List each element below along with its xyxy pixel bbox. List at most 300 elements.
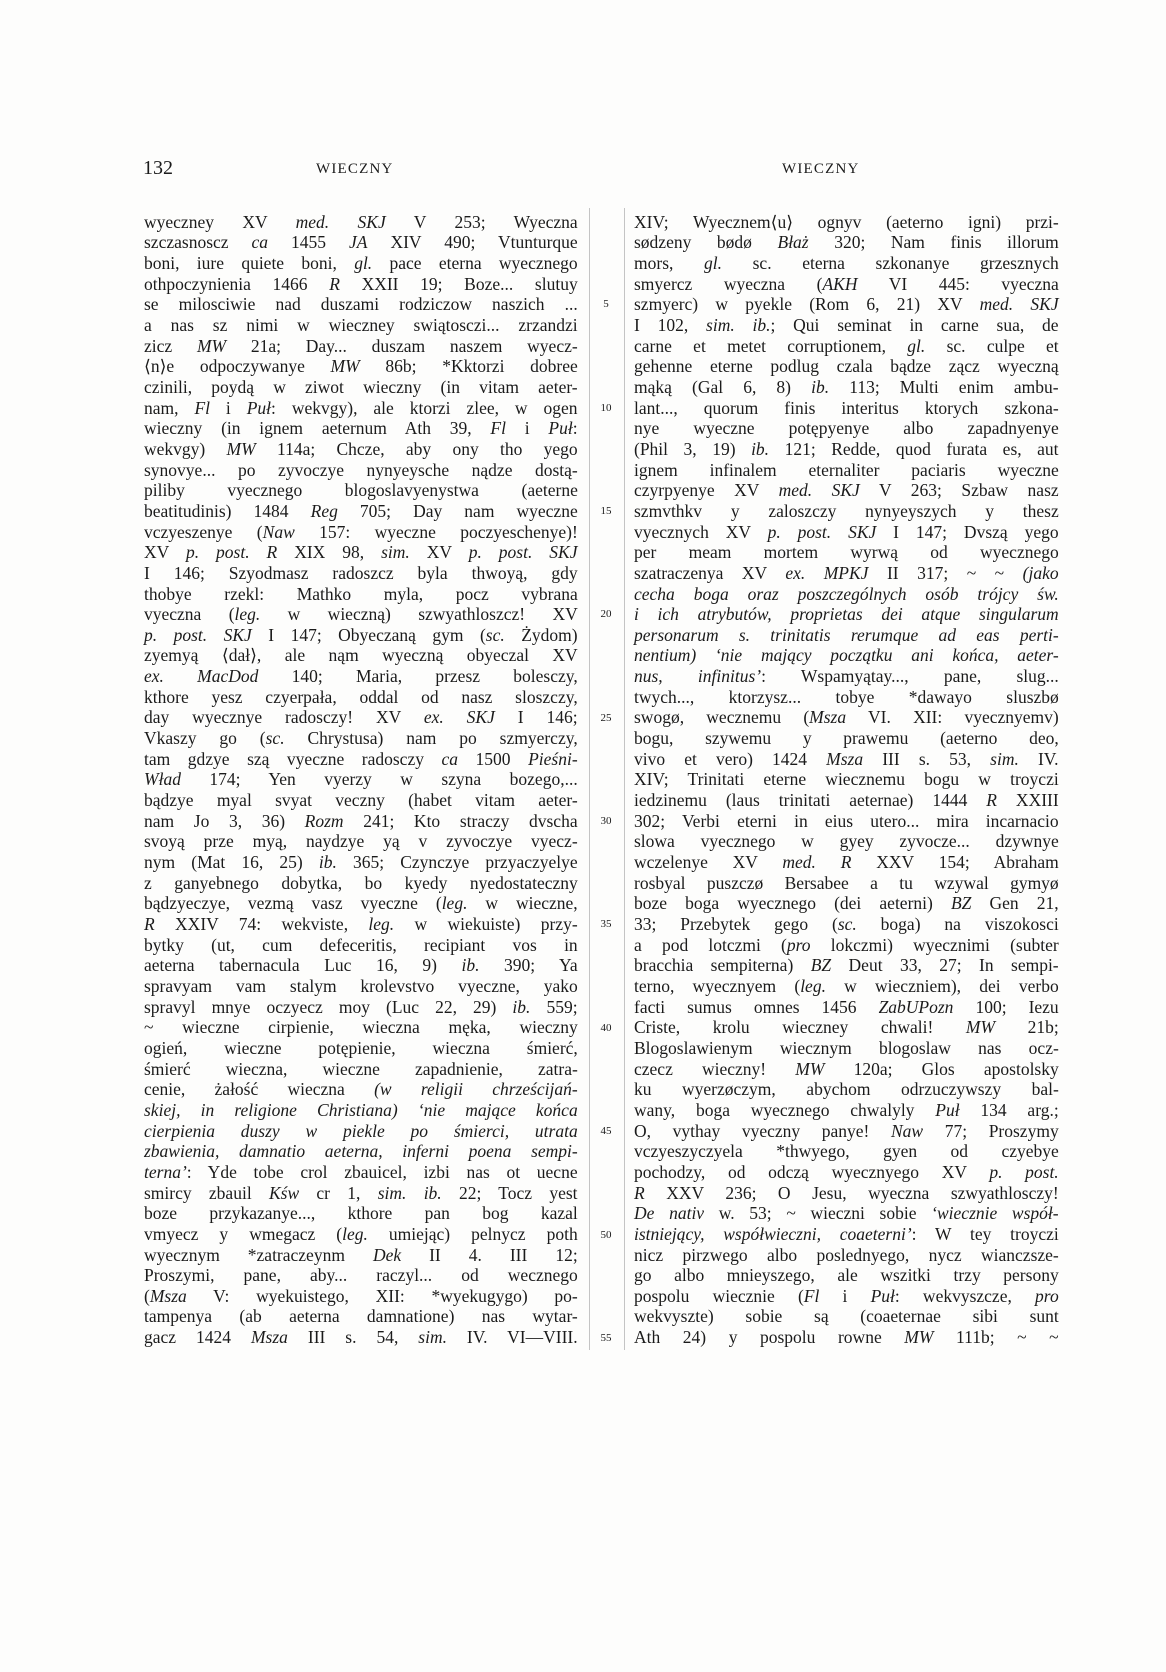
italic-segment: R — [634, 1182, 645, 1203]
text-segment: III s. 54, — [287, 1327, 419, 1348]
text-segment: carne et metet corruptionem, — [634, 335, 908, 356]
text-segment: 174; Yen vyerzy w szyna bozego,... — [180, 769, 578, 790]
italic-segment: Kśw — [268, 1182, 300, 1203]
text-line — [634, 811, 1059, 832]
text-segment: lant..., quorum finis interitus ktorych szkona- — [634, 397, 1059, 418]
line-text — [634, 645, 1059, 666]
text-segment: vczyeszyczyela *thwyego, gyen od czyebye — [634, 1141, 1059, 1162]
text-line — [634, 356, 1059, 377]
italic-segment: med. SKJ — [295, 211, 386, 232]
line-text — [144, 604, 578, 625]
text-line — [634, 480, 1059, 501]
text-line — [144, 418, 578, 439]
text-segment: pospolu wiecznie ( — [634, 1285, 804, 1306]
text-line — [144, 1286, 578, 1307]
text-segment: vyecznych XV — [634, 521, 768, 542]
line-text — [144, 356, 578, 377]
text-segment: beatitudinis) 1484 — [144, 500, 311, 521]
text-segment: aeterna tabernacula Luc 16, 9) — [144, 955, 462, 976]
italic-segment: Fl — [803, 1285, 820, 1306]
line-text — [634, 398, 1059, 419]
text-line — [144, 1203, 578, 1224]
text-segment: rosbyal puszczø Bersabee a tu wzywal gymyø — [634, 872, 1059, 893]
line-text — [634, 707, 1059, 728]
text-segment: wczelenye XV — [634, 852, 783, 873]
italic-segment: Naw — [891, 1120, 924, 1141]
text-segment: piliby vyecznego blogoslavyenystwa (aeterne — [144, 480, 578, 501]
line-text — [144, 1017, 578, 1038]
italic-segment: sc. — [837, 914, 857, 934]
text-segment: ( — [144, 1285, 150, 1306]
text-segment: othpoczynienia 1466 — [144, 273, 330, 294]
line-text — [144, 294, 578, 315]
italic-segment: sim. — [381, 542, 410, 563]
line-text — [144, 935, 578, 956]
text-line — [634, 831, 1059, 852]
text-line — [144, 336, 578, 357]
text-line — [634, 955, 1059, 976]
line-text — [634, 212, 1059, 233]
text-line — [144, 976, 578, 997]
line-text — [634, 563, 1059, 584]
text-segment: a pod lotczmi ( — [634, 934, 787, 955]
text-line — [634, 315, 1059, 336]
italic-segment: sc. — [265, 728, 285, 749]
text-segment: XIV; Trinitati eterne wiecznemu bogu w troyczi — [634, 769, 1059, 790]
text-segment: w. 53; ~ wieczni sobie — [704, 1203, 932, 1224]
line-text — [144, 1100, 578, 1121]
italic-segment: gl. — [907, 335, 926, 356]
text-line — [144, 294, 578, 315]
text-segment: smircy zbauil — [144, 1182, 269, 1203]
text-segment: XXV 154; Abraham — [851, 852, 1059, 873]
text-line — [144, 666, 578, 687]
text-segment: 113; Multi enim ambu- — [829, 376, 1059, 397]
italic-segment: Puł — [246, 397, 272, 418]
italic-segment: Msza — [809, 707, 847, 728]
italic-segment: p. post. SKJ — [767, 521, 877, 542]
text-segment: thobye rzekl: Mathko myla, pocz vybrana — [144, 583, 578, 604]
text-line — [144, 1100, 578, 1121]
text-segment: 134 arg.; — [959, 1099, 1059, 1120]
text-line — [634, 336, 1059, 357]
italic-segment: Naw — [262, 521, 295, 542]
line-text — [634, 1286, 1059, 1307]
text-line — [144, 1327, 578, 1348]
text-segment: I 147; Obyeczaną gym ( — [251, 624, 486, 645]
line-text — [634, 976, 1059, 997]
text-segment: se milosciwie nad duszami rodziczow naszich ... — [144, 294, 578, 315]
text-line — [634, 1059, 1059, 1080]
text-segment: boga) na viszokosci — [856, 914, 1059, 934]
line-text — [634, 274, 1059, 295]
text-segment: XIX 98, — [277, 542, 382, 563]
text-line — [634, 294, 1059, 315]
text-segment: w wieczne, — [467, 893, 578, 914]
italic-segment: ex. MPKJ — [785, 562, 869, 583]
text-segment: bracchia sempiterna) — [634, 955, 811, 976]
line-text — [144, 645, 578, 666]
text-segment: XXIV 74: wekviste, — [154, 914, 369, 934]
text-segment: bądzye myal svyat veczny (habet vitam aeter- — [144, 790, 578, 811]
line-text — [634, 893, 1059, 914]
text-segment: ignem infinalem eternaliter paciaris wyeczne — [634, 459, 1059, 480]
italic-segment: p. post. — [989, 1161, 1059, 1182]
text-segment: 100; Iezu — [953, 996, 1059, 1017]
text-segment: Vkaszy go ( — [144, 728, 266, 749]
text-line — [634, 522, 1059, 543]
text-segment: ogień, wieczne potępienie, wieczna śmierć, — [144, 1037, 578, 1058]
text-segment: bogu, szywemu y prawemu (aeterno deo, — [634, 728, 1059, 749]
line-text — [634, 1224, 1059, 1245]
text-line — [634, 976, 1059, 997]
text-line — [144, 232, 578, 253]
line-text — [634, 584, 1059, 605]
line-text — [144, 914, 578, 935]
italic-segment: Msza — [149, 1285, 187, 1306]
text-line — [634, 893, 1059, 914]
line-text — [144, 1224, 578, 1245]
text-line — [144, 212, 578, 233]
line-text — [634, 831, 1059, 852]
italic-segment: gl. — [704, 253, 722, 273]
text-segment: XXII 19; Boze... slutuy — [339, 273, 578, 294]
text-line — [144, 1265, 578, 1286]
line-text — [144, 480, 578, 501]
italic-segment: istniejący, współwieczni, coaeterni’ — [634, 1223, 912, 1244]
line-text — [634, 604, 1059, 625]
italic-segment: Reg — [310, 500, 338, 521]
line-text — [144, 439, 578, 460]
line-text — [144, 501, 578, 522]
line-text — [634, 625, 1059, 646]
italic-segment: AKH — [822, 273, 858, 294]
text-line — [144, 707, 578, 728]
text-line — [144, 1121, 578, 1142]
text-line — [144, 1079, 578, 1100]
text-segment: a nas sz nimi w wieczney swiątosczi... zrzandzi — [144, 314, 578, 335]
text-segment: 86b; *Kktorzi dobree — [359, 356, 578, 377]
text-segment: XIV; Wyecznem⟨u⟩ ognyv (aeterno igni) przi- — [634, 211, 1059, 232]
page-number: 132 — [143, 157, 173, 179]
text-segment: nye wyeczne potępyenye albo zapadnyenye — [634, 418, 1059, 439]
line-text — [634, 501, 1059, 522]
line-text — [634, 1183, 1059, 1204]
italic-segment: sim. — [418, 1327, 447, 1348]
text-segment: Żydom) — [504, 624, 578, 645]
line-text — [634, 811, 1059, 832]
line-text — [634, 336, 1059, 357]
line-text — [634, 1327, 1059, 1348]
text-segment: gacz 1424 — [144, 1327, 251, 1348]
line-text — [144, 418, 578, 439]
text-line — [634, 1224, 1059, 1245]
text-line — [634, 398, 1059, 419]
line-text — [144, 831, 578, 852]
line-text — [634, 728, 1059, 749]
text-segment: 21a; Day... duszam naszem wyecz- — [226, 335, 578, 356]
text-line — [634, 1038, 1059, 1059]
text-line — [144, 501, 578, 522]
line-text — [634, 377, 1059, 398]
italic-segment: Wład — [144, 769, 181, 790]
text-segment: tam gdzye szą vyeczne radosczy — [144, 748, 442, 769]
line-text — [144, 790, 578, 811]
left-text-column — [144, 212, 578, 1348]
line-text — [634, 1017, 1059, 1038]
line-text — [634, 356, 1059, 377]
text-segment: : — [572, 418, 578, 439]
italic-segment: pro — [786, 934, 811, 955]
italic-segment: leg. — [800, 975, 826, 996]
text-line — [634, 1121, 1059, 1142]
text-line — [144, 274, 578, 295]
text-line — [634, 1183, 1059, 1204]
line-text — [634, 542, 1059, 563]
line-text — [634, 1306, 1059, 1327]
text-segment: bądzyeczye, vezmą vasz vyeczne ( — [144, 893, 442, 914]
text-line — [144, 563, 578, 584]
line-number: 45 — [600, 1125, 612, 1138]
line-text — [634, 294, 1059, 315]
italic-segment: JA — [349, 232, 368, 253]
text-segment: pochodzy, od odczą wyecznyego XV — [634, 1161, 990, 1182]
line-number-gutter — [592, 212, 620, 1352]
text-segment: cr 1, — [299, 1182, 378, 1203]
line-text — [144, 1183, 578, 1204]
text-segment: boze boga wyecznego (dei aeterni) — [634, 893, 951, 914]
text-segment: szmvthkv y zaloszczy nynyeyszych y thesz — [634, 500, 1059, 521]
text-line — [144, 584, 578, 605]
line-text — [634, 480, 1059, 501]
line-text — [144, 707, 578, 728]
text-segment: 140; Maria, przesz bolesczy, — [258, 666, 578, 687]
text-segment: sc. culpe et — [925, 335, 1059, 356]
text-segment: boze przykazanye..., kthore pan bog kazal — [144, 1203, 578, 1224]
text-segment: 121; Redde, quod furata es, aut — [769, 438, 1059, 459]
text-segment: IV. VI—VIII. — [446, 1327, 578, 1348]
italic-segment: (jako — [1022, 562, 1059, 583]
text-segment: lokczmi) wyecznimi (subter — [810, 934, 1059, 955]
italic-segment: Puł — [548, 418, 573, 439]
line-text — [634, 1100, 1059, 1121]
text-segment: gehenne eterne podlug czala bądze zącz wyeczną — [634, 356, 1059, 377]
line-text — [144, 666, 578, 687]
text-line — [144, 645, 578, 666]
text-line — [634, 1100, 1059, 1121]
italic-segment: i ich atrybutów, proprietas dei atque singularum — [634, 604, 1059, 625]
text-segment: wekvgy) — [144, 438, 227, 459]
running-headword-left: WIECZNY — [316, 161, 394, 177]
italic-segment: BZ — [810, 955, 832, 976]
text-line — [634, 460, 1059, 481]
text-line — [634, 1306, 1059, 1327]
text-line — [634, 1079, 1059, 1100]
line-text — [634, 769, 1059, 790]
text-segment: per meam mortem wyrwą od wyecznego — [634, 542, 1059, 563]
italic-segment: skiej, in religione Christiana) ‘nie mające końca — [144, 1099, 578, 1120]
text-segment: wieczny (in ignem aeternum Ath 39, — [144, 418, 491, 439]
text-segment: wyeczney XV — [144, 211, 296, 232]
text-line — [634, 1245, 1059, 1266]
text-segment: XXV 236; O Jesu, wyeczna szwyathlosczy! — [644, 1182, 1059, 1203]
text-line — [144, 1245, 578, 1266]
italic-segment: Dek — [372, 1244, 402, 1265]
line-text — [144, 398, 578, 419]
italic-segment: pro — [1035, 1285, 1059, 1306]
text-segment: 302; Verbi eterni in eius utero... mira incarnacio — [634, 810, 1059, 831]
line-text — [144, 1245, 578, 1266]
line-number: 10 — [600, 401, 612, 414]
line-text — [144, 1306, 578, 1327]
text-line — [144, 1038, 578, 1059]
text-line — [144, 604, 578, 625]
line-text — [144, 460, 578, 481]
text-line — [144, 625, 578, 646]
text-line — [634, 232, 1059, 253]
text-segment: Ath 24) y pospolu rowne — [634, 1327, 905, 1348]
text-line — [634, 439, 1059, 460]
italic-segment: cecha boga oraz poszczególnych osób trójcy św. — [634, 583, 1059, 604]
text-line — [144, 893, 578, 914]
line-text — [634, 1245, 1059, 1266]
text-line — [144, 811, 578, 832]
text-segment: XIV 490; Vtunturque — [367, 232, 578, 253]
text-line — [634, 1203, 1059, 1224]
italic-segment: leg. — [441, 893, 468, 914]
text-segment: nicz pirzwego albo poslednyego, nycz wianczsze- — [634, 1244, 1059, 1265]
line-text — [144, 232, 578, 253]
line-text — [144, 274, 578, 295]
text-line — [634, 1017, 1059, 1038]
italic-segment: BZ — [950, 893, 972, 914]
text-segment: szatraczenya XV — [634, 562, 786, 583]
text-line — [634, 914, 1059, 935]
italic-segment: De nativ — [634, 1203, 705, 1224]
text-segment: (Phil 3, 19) — [634, 438, 752, 459]
text-line — [144, 997, 578, 1018]
text-line — [634, 418, 1059, 439]
line-text — [144, 584, 578, 605]
text-line — [144, 1059, 578, 1080]
text-segment: szmyerc) w pyekle (Rom 6, 21) XV — [634, 294, 980, 315]
italic-segment: ZabUPozn — [878, 996, 954, 1017]
text-line — [634, 563, 1059, 584]
text-segment: Gen 21, — [971, 893, 1059, 914]
text-segment: III s. 53, — [863, 748, 991, 769]
text-segment: vczyeszenye ( — [144, 521, 263, 542]
text-segment: 111b; ~ ~ — [933, 1327, 1059, 1348]
italic-segment: MW — [795, 1058, 825, 1079]
line-number: 5 — [603, 298, 609, 311]
text-segment: mąką (Gal 6, 8) — [634, 376, 812, 397]
text-segment: XV — [409, 542, 469, 563]
text-segment: wany, boga wyecznego chwalyly — [634, 1099, 936, 1120]
line-text — [634, 418, 1059, 439]
line-text — [634, 873, 1059, 894]
text-segment: : W tey troyczi — [911, 1223, 1059, 1244]
text-segment: 320; Nam finis illorum — [808, 232, 1059, 253]
text-segment: synovye... po zyvoczye nynyeysche nądze dostą- — [144, 459, 578, 480]
text-segment: w wieczniem), dei verbo — [825, 975, 1059, 996]
italic-segment: gl. — [354, 253, 373, 273]
italic-segment: personarum s. trinitatis rerumque ad eas perti- — [634, 624, 1059, 645]
text-segment: wyecznym *zatraczeynm — [144, 1244, 373, 1265]
text-line — [634, 1286, 1059, 1307]
text-line — [634, 687, 1059, 708]
line-text — [634, 666, 1059, 687]
text-segment: I 102, — [634, 314, 707, 335]
text-line — [144, 955, 578, 976]
text-segment: szczasnoscz — [144, 232, 252, 253]
line-text — [144, 873, 578, 894]
line-text — [634, 1121, 1059, 1142]
text-segment: 114a; Chcze, aby ony tho yego — [255, 438, 578, 459]
text-segment: zicz — [144, 335, 197, 356]
line-text — [144, 377, 578, 398]
line-text — [634, 1038, 1059, 1059]
italic-segment: MW — [196, 335, 227, 356]
text-segment: V: wyekuistego, XII: *wyekugygo) po- — [186, 1285, 578, 1306]
text-line — [144, 831, 578, 852]
text-segment: z ganyebnego dobytka, bo kyedy nyedostateczny — [144, 872, 578, 893]
text-line — [144, 1162, 578, 1183]
text-segment: twych..., ktorzysz... tobye *dawayo sluszbø — [634, 686, 1059, 707]
text-segment: sødzeny bødø — [634, 232, 778, 253]
line-text — [634, 522, 1059, 543]
text-segment: slowa vyecznego w gyey zyvocze... dzywnye — [634, 831, 1059, 852]
line-text — [144, 563, 578, 584]
text-line — [634, 645, 1059, 666]
text-segment: I 146; — [494, 707, 578, 728]
line-text — [144, 955, 578, 976]
text-line — [634, 790, 1059, 811]
italic-segment: MW — [904, 1327, 934, 1348]
line-text — [634, 439, 1059, 460]
italic-segment: MW — [965, 1017, 996, 1038]
text-line — [144, 728, 578, 749]
text-segment: vmyecz y wmegacz ( — [144, 1223, 343, 1244]
italic-segment: ib. — [811, 376, 830, 397]
line-text — [634, 1141, 1059, 1162]
text-line — [634, 749, 1059, 770]
line-text — [144, 852, 578, 873]
text-segment: Criste, krolu wieczney chwali! — [634, 1017, 966, 1038]
text-segment: nam, — [144, 397, 195, 418]
line-text — [144, 1203, 578, 1224]
text-line — [634, 1141, 1059, 1162]
text-segment: : Yde tobe crol zbauicel, izbi nas ot uecne — [186, 1161, 578, 1182]
text-segment: spravyl mnye oczyecz moy (Luc 22, 29) — [144, 996, 513, 1017]
text-line — [144, 315, 578, 336]
text-segment: : Wspamyątay..., pane, slug... — [761, 666, 1059, 687]
italic-segment: R — [986, 790, 997, 811]
line-text — [144, 893, 578, 914]
line-number: 25 — [600, 711, 612, 724]
text-line — [634, 769, 1059, 790]
line-text — [144, 1162, 578, 1183]
text-line — [634, 604, 1059, 625]
italic-segment: sc. — [485, 624, 505, 645]
text-line — [144, 769, 578, 790]
text-line — [144, 687, 578, 708]
italic-segment: Fl — [490, 418, 506, 439]
line-text — [634, 253, 1059, 274]
italic-segment: ex. SKJ — [423, 707, 495, 728]
text-segment: sc. eterna szkonanye grzesznych — [722, 253, 1059, 273]
text-line — [144, 439, 578, 460]
line-text — [634, 955, 1059, 976]
